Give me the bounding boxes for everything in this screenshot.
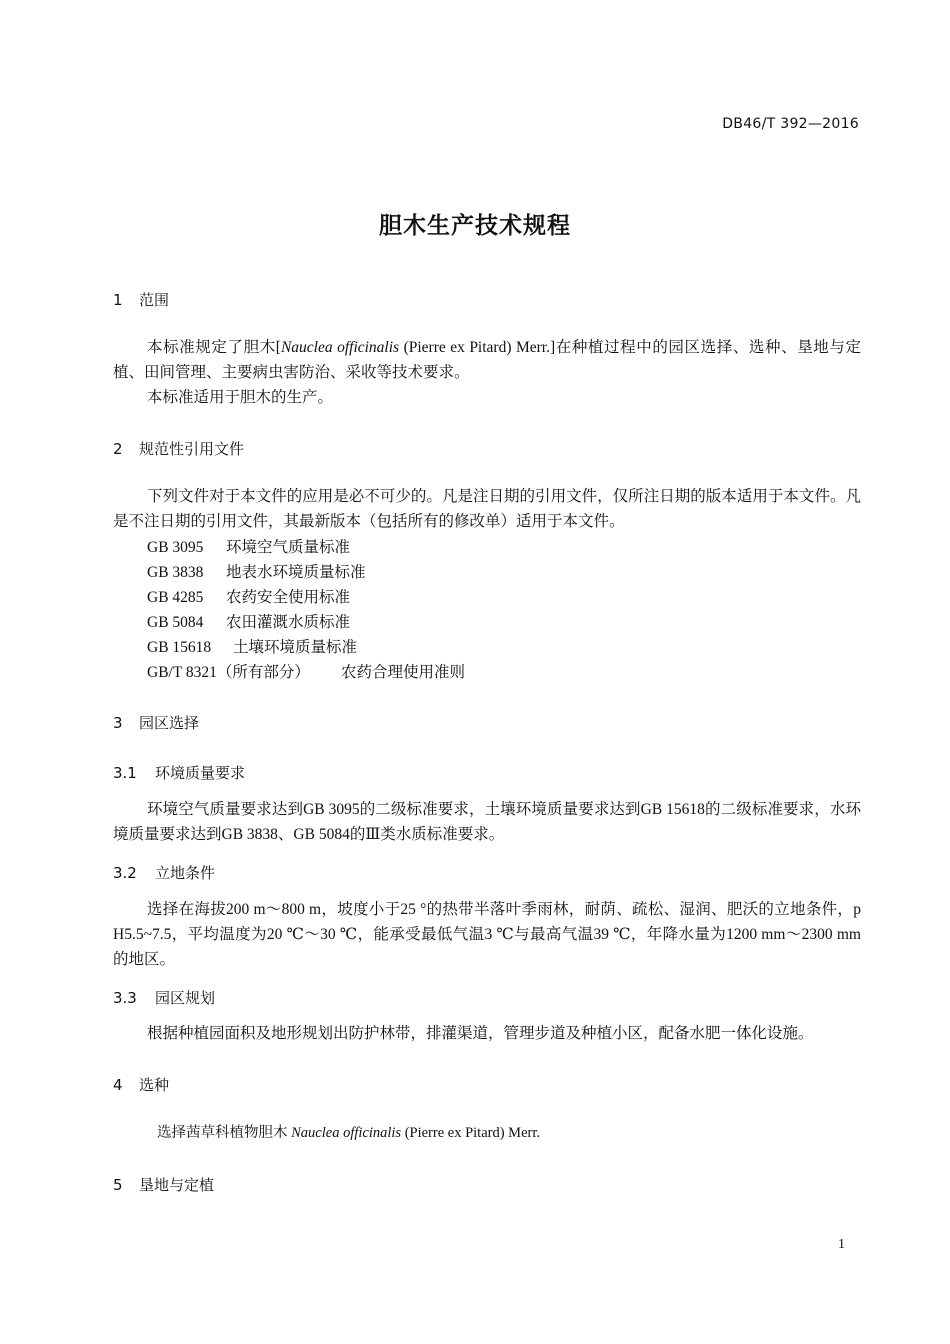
reference-code: GB/T 8321（所有部分） bbox=[147, 664, 310, 681]
reference-code: GB 3838 bbox=[147, 564, 204, 581]
section-number: 4 bbox=[113, 1076, 123, 1094]
section-number: 2 bbox=[113, 440, 123, 458]
reference-item bbox=[147, 660, 465, 682]
section-number: 3 bbox=[113, 714, 123, 732]
reference-name: 农药合理使用准则 bbox=[341, 664, 466, 681]
reference-code: GB 3095 bbox=[147, 539, 204, 556]
section-title: 垦地与定植 bbox=[139, 1176, 215, 1194]
reference-code: GB 5084 bbox=[147, 614, 204, 631]
section-heading-2 bbox=[113, 438, 244, 459]
paragraph-site-conditions: 选择在海拔200 m～800 m，坡度小于25 °的热带半落叶季雨林，耐荫、疏松、湿润、肥沃的立地条件，p H5.5~7.5，平均温度为20 ℃～30 ℃，能承受最低气温3 ℃与最高气温39 ℃，年降水量为1200 mm～2300 mm的地区。 bbox=[113, 901, 861, 968]
subsection-heading-3-3 bbox=[113, 987, 215, 1008]
section-number: 3.2 bbox=[113, 864, 137, 882]
subsection-heading-3-1 bbox=[113, 762, 245, 783]
section-number: 3.3 bbox=[113, 989, 137, 1007]
page-number: 1 bbox=[838, 1237, 845, 1252]
section-title: 环境质量要求 bbox=[155, 764, 246, 782]
latin-name: Nauclea officinalis bbox=[280, 339, 400, 356]
reference-item bbox=[147, 610, 350, 632]
subsection-heading-3-2 bbox=[113, 862, 215, 883]
section-heading-3 bbox=[113, 712, 199, 733]
document-number: DB46/T 392—2016 bbox=[722, 116, 859, 132]
text-run: 本标准规定了胆木[ bbox=[147, 339, 281, 356]
section-number: 5 bbox=[113, 1176, 123, 1194]
section-heading-5 bbox=[113, 1174, 214, 1195]
section-heading-4 bbox=[113, 1074, 169, 1095]
section-title: 选种 bbox=[139, 1076, 170, 1094]
text-run: (Pierre ex Pitard) Merr. bbox=[401, 1125, 540, 1141]
reference-name: 农田灌溉水质标准 bbox=[226, 614, 351, 631]
section-number: 1 bbox=[113, 291, 123, 309]
text-run: (Pierre ex Pitard) Merr.]在种植过程中的园区选择、选种、垦地与定植、田间管理、主要病虫害防治、采收等技术要求。 bbox=[113, 339, 862, 381]
reference-name: 环境空气质量标准 bbox=[226, 539, 351, 556]
paragraph-normative-refs: 下列文件对于本文件的应用是必不可少的。凡是注日期的引用文件，仅所注日期的版本适用于本文件。凡是不注日期的引用文件，其最新版本（包括所有的修改单）适用于本文件。 bbox=[113, 488, 861, 530]
section-number: 3.1 bbox=[113, 764, 137, 782]
section-title: 规范性引用文件 bbox=[139, 440, 245, 458]
section-title: 园区规划 bbox=[155, 989, 216, 1007]
paragraph-variety bbox=[157, 1121, 857, 1146]
section-title: 园区选择 bbox=[139, 714, 200, 732]
document-title: 胆木生产技术规程 bbox=[379, 213, 571, 239]
reference-code: GB 4285 bbox=[147, 589, 204, 606]
reference-item bbox=[147, 635, 357, 657]
reference-item bbox=[147, 560, 366, 582]
text-run: 选择茜草科植物胆木 bbox=[157, 1125, 292, 1141]
reference-item bbox=[147, 585, 350, 607]
section-title: 范围 bbox=[139, 291, 170, 309]
reference-code: GB 15618 bbox=[147, 639, 212, 656]
reference-item bbox=[147, 535, 350, 557]
paragraph-environment: 环境空气质量要求达到GB 3095的二级标准要求，土壤环境质量要求达到GB 15618的二级标准要求，水环境质量要求达到GB 3838、GB 5084的Ⅲ类水质标准要求。 bbox=[113, 801, 861, 843]
paragraph-applicability: 本标准适用于胆木的生产。 bbox=[147, 389, 334, 406]
latin-name: Nauclea officinalis bbox=[291, 1125, 402, 1141]
section-heading-1 bbox=[113, 289, 169, 310]
reference-name: 土壤环境质量标准 bbox=[233, 639, 358, 656]
reference-name: 地表水环境质量标准 bbox=[226, 564, 366, 581]
section-title: 立地条件 bbox=[155, 864, 216, 882]
reference-name: 农药安全使用标准 bbox=[226, 589, 351, 606]
paragraph-scope bbox=[113, 335, 861, 385]
paragraph-planning: 根据种植园面积及地形规划出防护林带，排灌渠道，管理步道及种植小区，配备水肥一体化设施。 bbox=[147, 1025, 814, 1042]
